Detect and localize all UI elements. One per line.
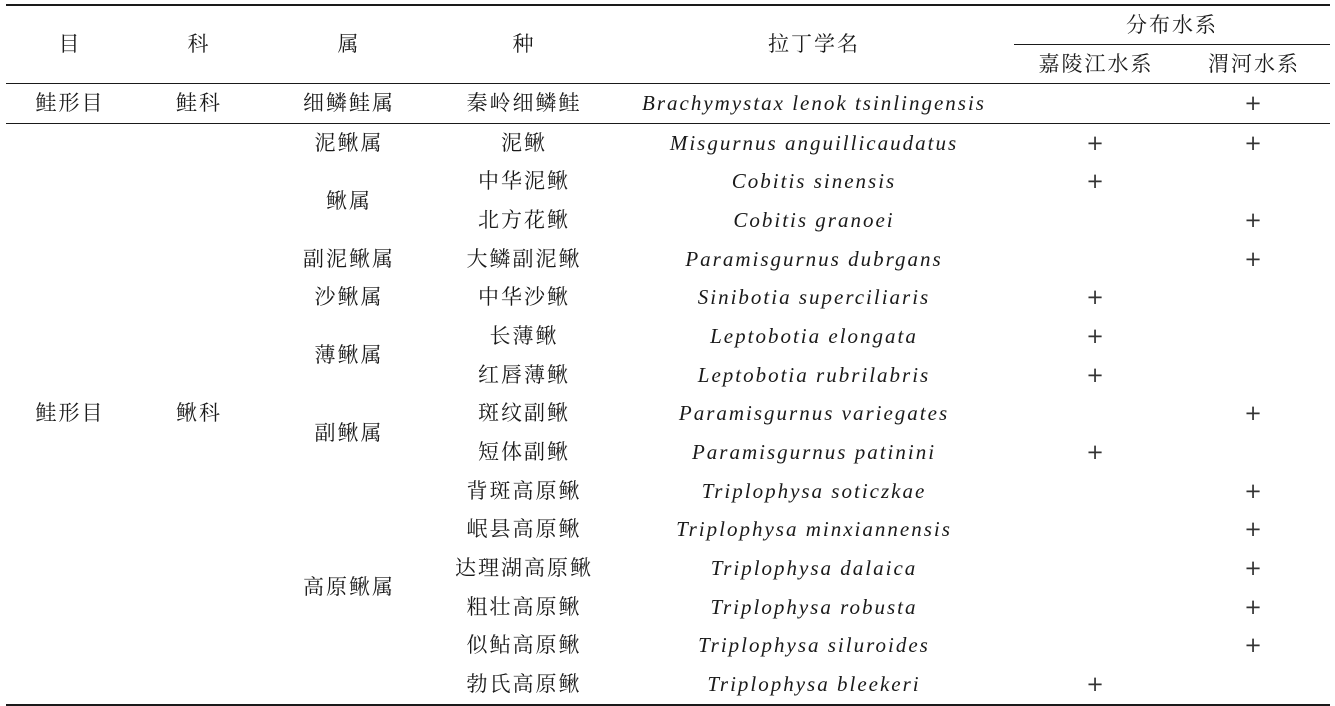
weihe-mark-cell: + [1244,556,1264,581]
table-body [6,84,1330,706]
genus-cell: 泥鳅属 [264,123,434,162]
jialing-mark-cell [1014,588,1178,627]
jialing-mark-cell: + [1014,665,1178,705]
genus-cell: 高原鳅属 [264,472,434,705]
weihe-mark-cell [1178,278,1330,317]
species-cell: 大鳞副泥鳅 [466,246,582,271]
latin-name-cell: Triplophysa dalaica [710,556,918,581]
table-row [6,123,1330,162]
species-cell: 短体副鳅 [478,440,570,465]
genus-cell: 副鳅属 [314,420,384,445]
latin-name-cell: Triplophysa robusta [710,594,918,619]
species-cell: 泥鳅 [434,123,614,162]
jialing-mark-cell: + [1086,285,1106,310]
genus-cell: 鳅属 [326,188,372,213]
latin-name-cell: Triplophysa bleekeri [614,665,1014,705]
genus-cell: 薄鳅属 [314,343,384,368]
species-cell: 北方花鳅 [478,207,570,232]
weihe-mark-cell: + [1244,207,1264,232]
species-cell: 粗壮高原鳅 [466,594,582,619]
weihe-mark-cell [1178,665,1330,705]
latin-name-cell: Paramisgurnus dubrgans [685,246,943,271]
latin-name-cell: Misgurnus anguillicaudatus [614,123,1014,162]
latin-name-cell: Triplophysa siluroides [698,633,930,658]
weihe-mark-cell [1178,356,1330,395]
genus-cell: 副泥鳅属 [303,246,395,271]
species-cell: 秦岭细鳞鲑 [434,84,614,124]
latin-name-cell: Leptobotia elongata [710,323,918,348]
weihe-mark-cell: + [1178,84,1330,124]
header-genus: 属 [264,5,434,84]
header-wei-river: 渭河水系 [1178,45,1330,84]
species-cell: 长薄鳅 [489,323,559,348]
species-cell: 岷县高原鳅 [466,517,582,542]
species-cell: 红唇薄鳅 [478,362,570,387]
header-distribution: 分布水系 [1014,5,1330,45]
jialing-mark-cell [1014,84,1178,124]
jialing-mark-cell [1014,240,1178,279]
genus-cell: 细鳞鲑属 [264,84,434,124]
jialing-mark-cell [1014,511,1178,550]
jialing-mark-cell [1014,201,1178,240]
species-cell: 背斑高原鳅 [466,478,582,503]
order-cell: 鲑形目 [6,123,134,705]
family-cell: 鲑科 [134,84,264,124]
genus-cell: 沙鳅属 [314,285,384,310]
weihe-mark-cell: + [1244,401,1264,426]
weihe-mark-cell: + [1244,478,1264,503]
latin-name-cell: Brachymystax lenok tsinlingensis [614,84,1014,124]
family-cell: 鳅科 [134,123,264,705]
header-jialing-river: 嘉陵江水系 [1014,45,1178,84]
jialing-mark-cell [1014,472,1178,511]
species-cell: 达理湖高原鳅 [455,556,593,581]
latin-name-cell: Cobitis granoei [733,207,895,232]
jialing-mark-cell: + [1086,362,1106,387]
weihe-mark-cell [1178,433,1330,472]
latin-name-cell: Leptobotia rubrilabris [697,362,931,387]
species-cell: 似鲇高原鳅 [466,633,582,658]
jialing-mark-cell: + [1086,440,1106,465]
header-order: 目 [6,5,134,84]
latin-name-cell: Triplophysa soticzkae [701,478,927,503]
latin-name-cell: Sinibotia superciliaris [697,285,931,310]
latin-name-cell: Paramisgurnus patinini [691,440,937,465]
jialing-mark-cell: + [1086,169,1106,194]
weihe-mark-cell: + [1244,633,1264,658]
weihe-mark-cell: + [1178,123,1330,162]
weihe-mark-cell: + [1244,246,1264,271]
latin-name-cell: Cobitis sinensis [731,169,897,194]
latin-name-cell: Triplophysa minxiannensis [676,517,952,542]
latin-name-cell: Paramisgurnus variegates [678,401,950,426]
species-cell: 斑纹副鳅 [478,401,570,426]
weihe-mark-cell [1178,317,1330,356]
jialing-mark-cell: + [1086,323,1106,348]
order-cell: 鲑形目 [6,84,134,124]
jialing-mark-cell [1014,627,1178,666]
species-cell: 勃氏高原鳅 [434,665,614,705]
table-row [6,84,1330,124]
jialing-mark-cell [1014,395,1178,434]
weihe-mark-cell: + [1244,517,1264,542]
header-family: 科 [134,5,264,84]
species-cell: 中华泥鳅 [478,169,570,194]
header-latin-name: 拉丁学名 [614,5,1014,84]
weihe-mark-cell: + [1244,594,1264,619]
weihe-mark-cell [1178,162,1330,201]
fish-distribution-table [6,4,1330,706]
species-cell: 中华沙鳅 [478,285,570,310]
jialing-mark-cell: + [1014,123,1178,162]
header-species: 种 [434,5,614,84]
jialing-mark-cell [1014,549,1178,588]
